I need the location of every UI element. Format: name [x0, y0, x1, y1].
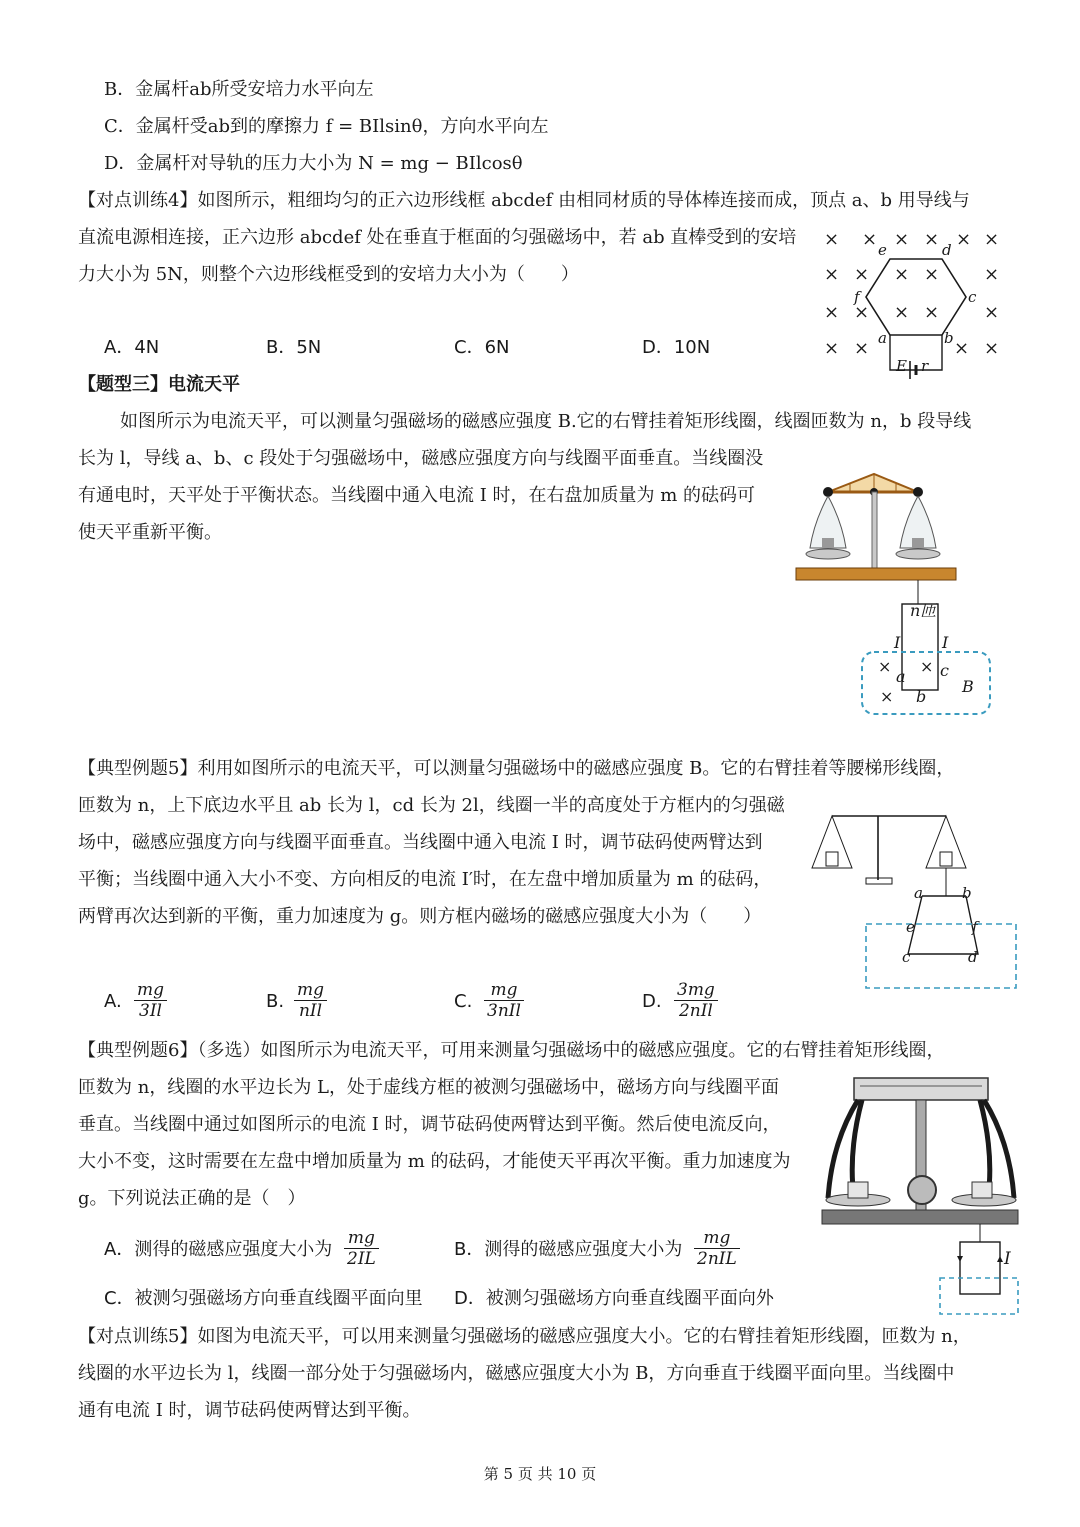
svg-text:n匝: n匝	[910, 601, 937, 620]
svg-text:I: I	[1004, 1249, 1011, 1269]
train4-option-a: A．4N	[104, 337, 160, 358]
svg-text:B: B	[962, 677, 974, 696]
train4-line3: 力大小为 5N，则整个六边形线框受到的安培力大小为（ ）	[78, 264, 579, 285]
ex6-option-c: C．被测匀强磁场方向垂直线圈平面向里	[104, 1288, 423, 1309]
svg-text:×: ×	[824, 229, 840, 250]
svg-text:e: e	[878, 241, 887, 259]
svg-text:×: ×	[956, 229, 972, 250]
svg-text:×: ×	[984, 302, 1000, 323]
ex6-line3: 垂直。当线圈中通过如图所示的电流 I 时，调节砝码使两臂达到平衡。然后使电流反向，	[78, 1114, 781, 1135]
svg-text:d: d	[942, 241, 952, 259]
ex6-line1: 【典型例题6】（多选）如图所示为电流天平，可用来测量匀强磁场中的磁感应强度。它的右臂挂着矩形线圈，	[78, 1040, 945, 1061]
train4-line2: 直流电源相连接，正六边形 abcdef 处在垂直于框面的匀强磁场中，若 ab 直棒受到的安培	[78, 227, 797, 248]
svg-text:×: ×	[854, 302, 870, 323]
svg-text:a: a	[878, 329, 887, 347]
ex5-option-c-label: C.	[454, 991, 473, 1012]
ex5-option-d-fraction: 3mg 2nIl	[674, 980, 718, 1021]
svg-text:×: ×	[880, 687, 894, 706]
ex5-option-c-fraction: mg 3nIl	[484, 980, 524, 1021]
svg-text:×: ×	[854, 338, 870, 359]
svg-text:×: ×	[924, 264, 940, 285]
ex5-line2: 匝数为 n，上下底边水平且 ab 长为 l，cd 长为 2l，线圈一半的高度处于方框内的匀强磁	[78, 795, 785, 816]
svg-text:×: ×	[824, 264, 840, 285]
q4-option-c: C．金属杆受ab到的摩擦力 f = BIlsinθ，方向水平向左	[104, 116, 549, 137]
svg-text:I: I	[942, 633, 949, 652]
svg-text:c: c	[968, 288, 977, 306]
svg-text:×: ×	[920, 657, 934, 676]
ex6-option-b-fraction: mg 2nIL	[694, 1228, 740, 1269]
svg-text:×: ×	[854, 264, 870, 285]
ex5-line4: 平衡；当线圈中通入大小不变、方向相反的电流 I′时，在左盘中增加质量为 m 的砝码，	[78, 869, 772, 890]
train5-line2: 线圈的水平边长为 l，线圈一部分处于匀强磁场内，磁感应强度大小为 B，方向垂直于线圈平面向里。当线圈中	[78, 1363, 955, 1384]
ex5-option-a-label: A.	[104, 991, 122, 1012]
type3-para-line2: 长为 l，导线 a、b、c 段处于匀强磁场中，磁感应强度方向与线圈平面垂直。当线圈没	[78, 448, 764, 469]
hexagon-frame-figure	[818, 225, 1008, 380]
svg-text:b: b	[944, 329, 954, 347]
svg-text:e: e	[906, 918, 915, 936]
svg-text:×: ×	[954, 338, 970, 359]
current-balance-figure-3	[818, 1072, 1022, 1318]
svg-text:×: ×	[984, 338, 1000, 359]
ex6-option-d: D．被测匀强磁场方向垂直线圈平面向外	[454, 1288, 774, 1309]
current-balance-figure-1	[792, 462, 997, 722]
ex5-line1: 【典型例题5】利用如图所示的电流天平，可以测量匀强磁场中的磁感应强度 B。它的右臂挂着等腰梯形线圈，	[78, 758, 955, 779]
ex6-option-a: A．测得的磁感应强度大小为	[104, 1239, 333, 1260]
svg-text:×: ×	[894, 229, 910, 250]
svg-text:×: ×	[894, 264, 910, 285]
svg-text:×: ×	[862, 229, 878, 250]
type3-para-line3: 有通电时，天平处于平衡状态。当线圈中通入电流 I 时，在右盘加质量为 m 的砝码可	[78, 485, 756, 506]
type3-para-line1: 如图所示为电流天平，可以测量匀强磁场的磁感应强度 B.它的右臂挂着矩形线圈，线圈匝数为 n，b 段导线	[120, 411, 972, 432]
q4-option-d: D．金属杆对导轨的压力大小为 N = mg − BIlcosθ	[104, 153, 523, 174]
trapezoid-balance-figure	[806, 808, 1020, 992]
svg-text:×: ×	[878, 657, 892, 676]
svg-text:×: ×	[824, 338, 840, 359]
ex5-option-b-fraction: mg nIl	[294, 980, 327, 1021]
svg-text:×: ×	[824, 302, 840, 323]
train5-line1: 【对点训练5】如图为电流天平，可以用来测量匀强磁场的磁感应强度大小。它的右臂挂着矩形线圈，匝数为 n，	[78, 1326, 971, 1347]
svg-text:f: f	[854, 288, 860, 306]
ex5-option-b-label: B.	[266, 991, 285, 1012]
svg-text:×: ×	[924, 302, 940, 323]
train5-line3: 通有电流 I 时，调节砝码使两臂达到平衡。	[78, 1400, 421, 1421]
svg-text:b: b	[916, 687, 927, 706]
svg-text:×: ×	[894, 302, 910, 323]
svg-text:c: c	[902, 948, 911, 966]
type3-heading: 【题型三】电流天平	[78, 374, 240, 395]
svg-text:b: b	[962, 884, 972, 902]
ex5-option-a-fraction: $\frac{mg}{3Il}$	[134, 980, 167, 1021]
ex6-option-a-fraction: $\frac{mg}{2IL}$	[344, 1228, 379, 1269]
ex5-option-d-label: D.	[642, 991, 662, 1012]
ex5-line5: 两臂再次达到新的平衡，重力加速度为 g。则方框内磁场的磁感应强度大小为（ ）	[78, 906, 762, 927]
ex6-line5: g。下列说法正确的是（ ）	[78, 1188, 306, 1209]
train4-line1: 【对点训练4】如图所示，粗细均匀的正六边形线框 abcdef 由相同材质的导体棒连接而成，顶点 a、b 用导线与	[78, 190, 970, 211]
svg-text:d: d	[968, 948, 978, 966]
page-footer: 第 5 页 共 10 页	[483, 1465, 597, 1483]
svg-text:I: I	[894, 633, 901, 652]
svg-text:c: c	[940, 661, 949, 680]
svg-text:a: a	[914, 884, 923, 902]
svg-text:a: a	[896, 667, 906, 686]
ex5-line3: 场中，磁感应强度方向与线圈平面垂直。当线圈中通入电流 I 时，调节砝码使两臂达到	[78, 832, 763, 853]
svg-text:r: r	[921, 357, 929, 375]
svg-text:E: E	[896, 357, 907, 375]
svg-text:f: f	[972, 918, 978, 936]
type3-para-line4: 使天平重新平衡。	[78, 522, 222, 543]
ex6-line4: 大小不变，这时需要在左盘中增加质量为 m 的砝码，才能使天平再次平衡。重力加速度为	[78, 1151, 791, 1172]
train4-option-c: C．6N	[454, 337, 510, 358]
svg-text:×: ×	[984, 264, 1000, 285]
ex6-line2: 匝数为 n，线圈的水平边长为 L，处于虚线方框的被测匀强磁场中，磁场方向与线圈平面	[78, 1077, 779, 1098]
ex6-option-b: B．测得的磁感应强度大小为	[454, 1239, 683, 1260]
train4-option-b: B．5N	[266, 337, 322, 358]
q4-option-b: B．金属杆ab所受安培力水平向左	[104, 79, 374, 100]
svg-text:×: ×	[984, 229, 1000, 250]
hexagon-abcdef	[866, 259, 966, 335]
svg-text:×: ×	[924, 229, 940, 250]
train4-option-d: D．10N	[642, 337, 711, 358]
